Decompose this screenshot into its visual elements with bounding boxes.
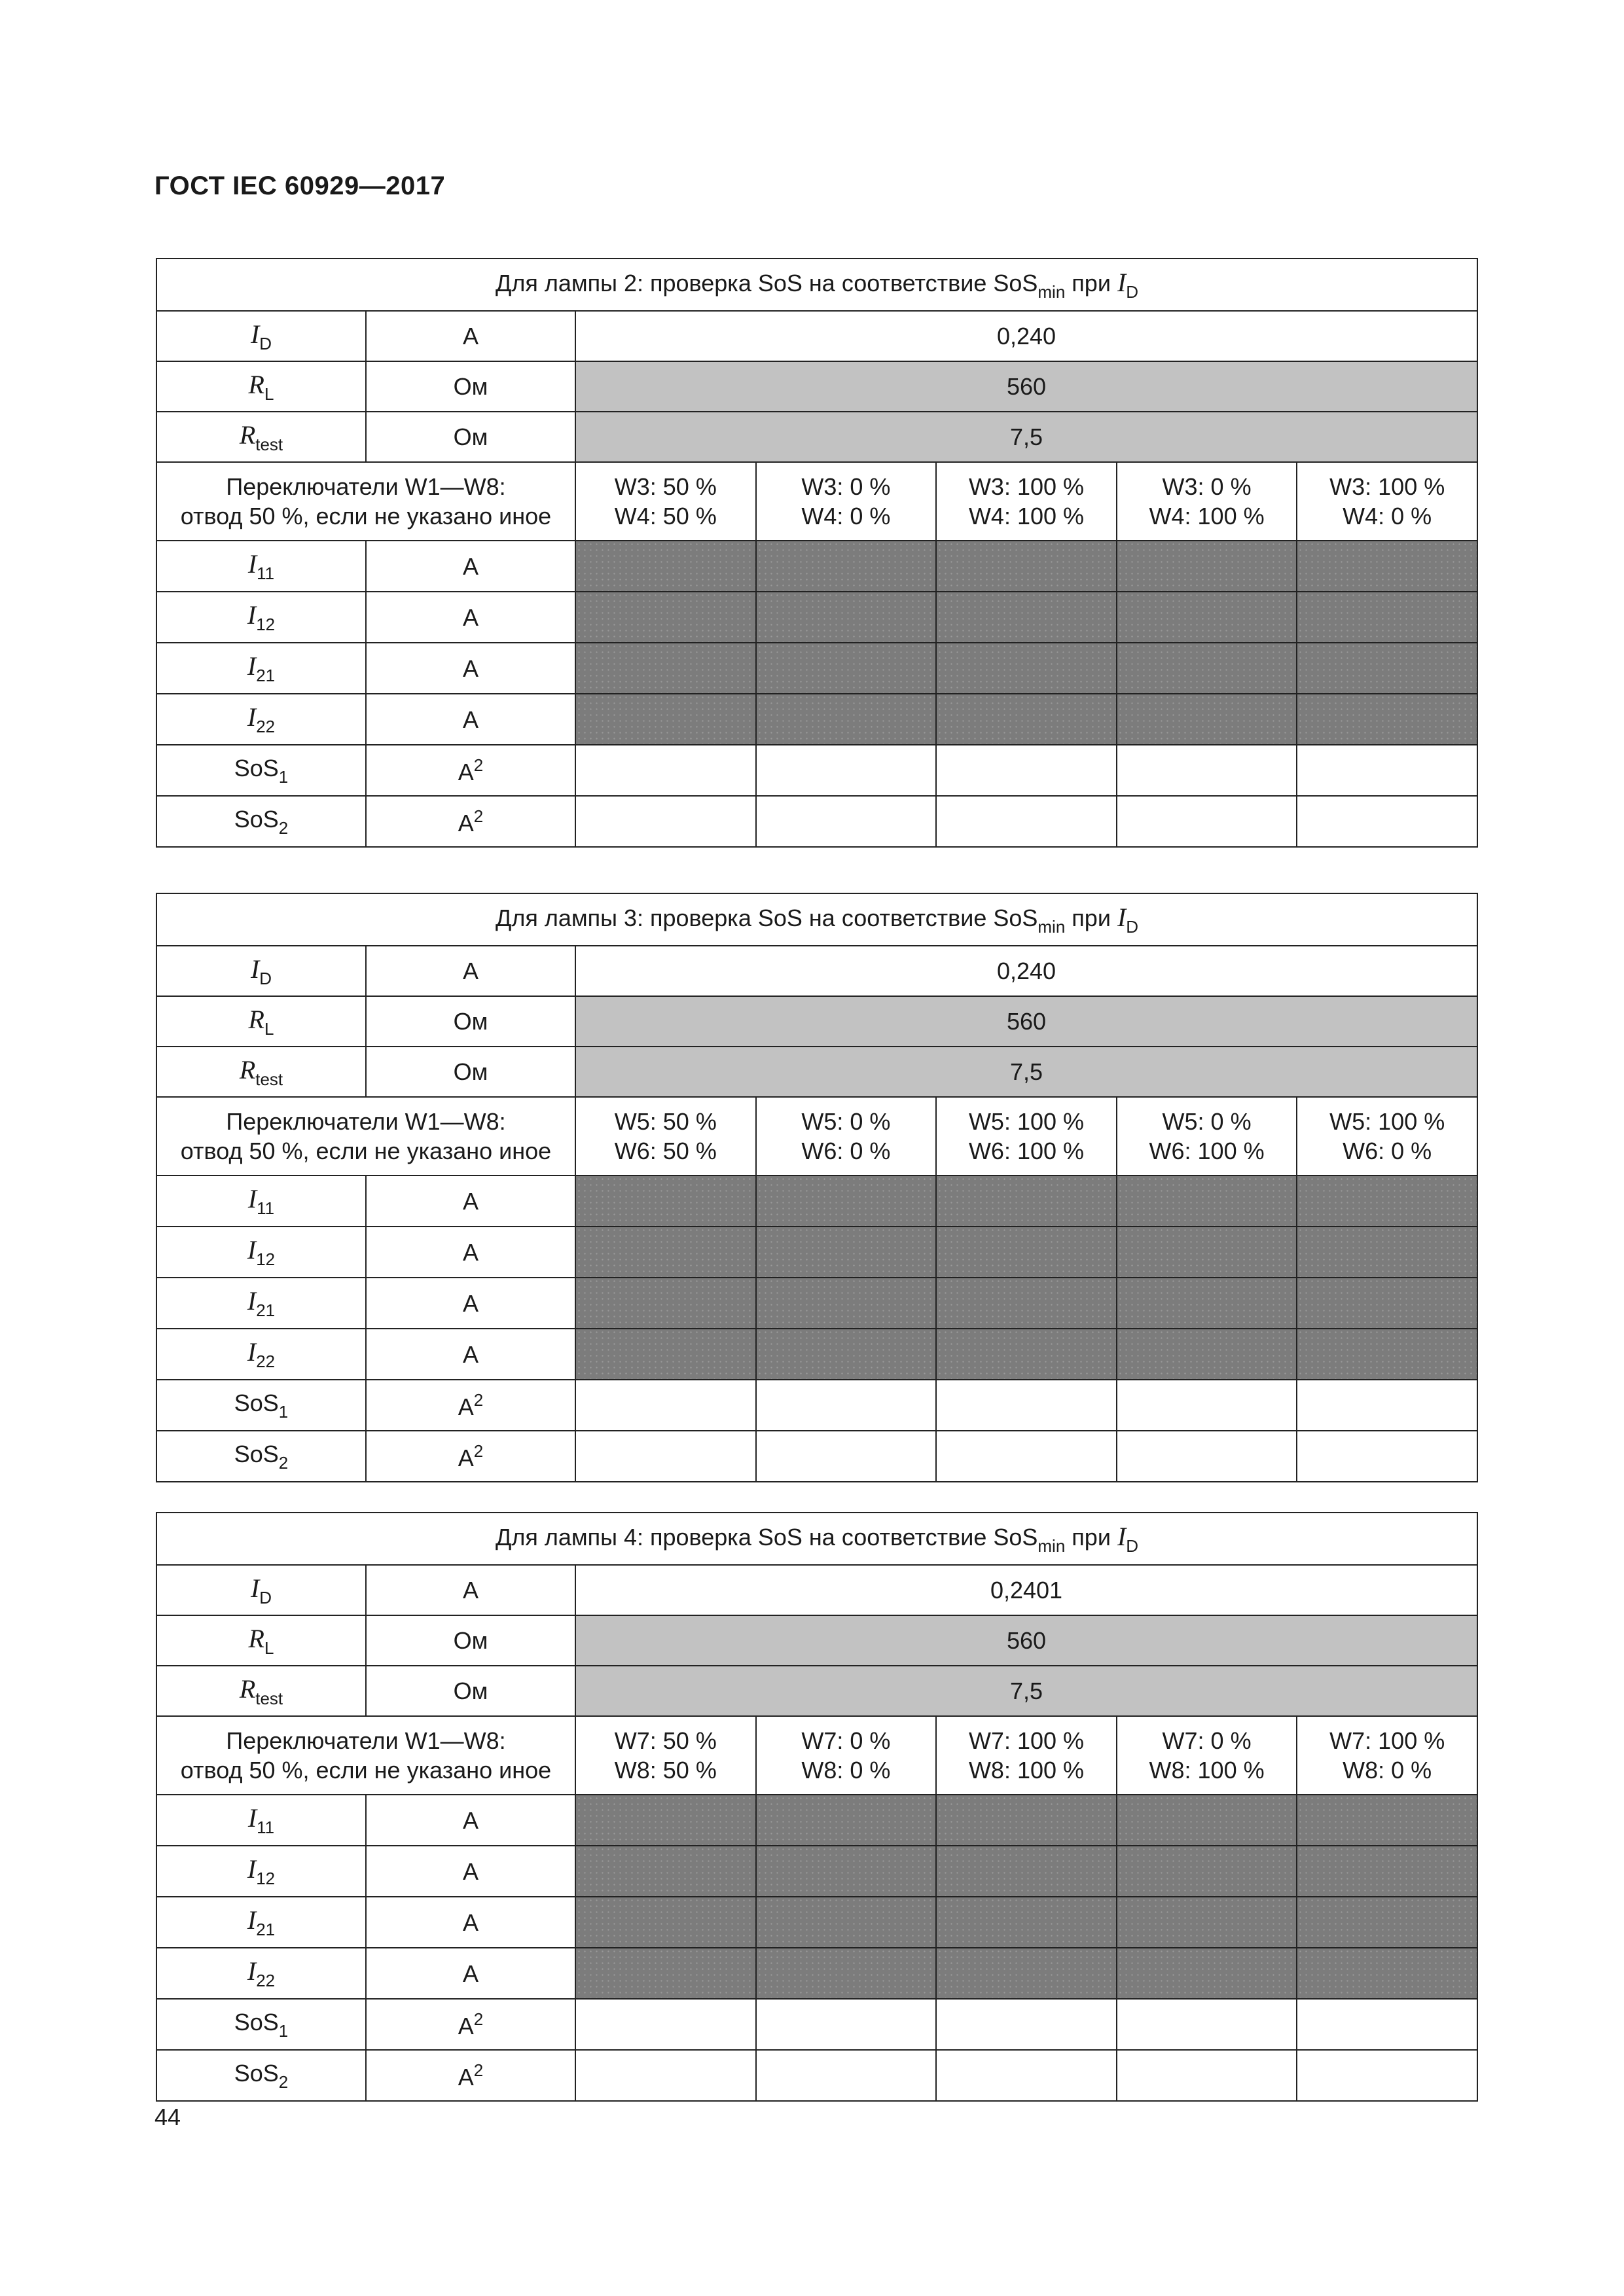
shaded-cell xyxy=(1297,1897,1477,1948)
unit-cell xyxy=(366,796,575,847)
table-row xyxy=(156,1175,1477,1227)
unit-cell: А xyxy=(366,1278,575,1329)
unit-ampere-squared: $А^2$ xyxy=(458,1390,484,1420)
symbol-sos1: SoS$_1$ xyxy=(234,754,289,787)
symbol-rl: $R_L$ xyxy=(248,1623,274,1658)
rtest-value: 7,5 xyxy=(575,1666,1477,1716)
switch-setting: W3: 0 % W4: 0 % xyxy=(756,462,937,541)
empty-cell[interactable] xyxy=(1117,1431,1297,1482)
unit-cell: Ом xyxy=(366,412,575,462)
shaded-cell xyxy=(1117,643,1297,694)
param-cell xyxy=(156,1846,366,1897)
table-title-row xyxy=(156,893,1477,946)
empty-cell[interactable] xyxy=(1117,1999,1297,2050)
symbol-i11: $I_{11}$ xyxy=(247,549,275,584)
switch-label: Переключатели W1—W8: отвод 50 %, если не указано иное xyxy=(156,1716,575,1795)
table-row xyxy=(156,694,1477,745)
unit-cell: А xyxy=(366,1227,575,1278)
table-row xyxy=(156,541,1477,592)
shaded-cell xyxy=(575,1329,756,1380)
table-row xyxy=(156,1999,1477,2050)
table-row xyxy=(156,592,1477,643)
empty-cell[interactable] xyxy=(575,1999,756,2050)
switch-setting: W5: 50 % W6: 50 % xyxy=(575,1097,756,1175)
switch-setting: W5: 100 % W6: 0 % xyxy=(1297,1097,1477,1175)
shaded-cell xyxy=(575,1795,756,1846)
unit-cell xyxy=(366,1380,575,1431)
shaded-cell xyxy=(936,592,1117,643)
document-header: ГОСТ IEC 60929—2017 xyxy=(154,171,446,200)
table-row xyxy=(156,361,1477,412)
param-cell xyxy=(156,1615,366,1666)
symbol-i12: $I_{12}$ xyxy=(247,1235,276,1270)
switch-setting: W3: 0 % W4: 100 % xyxy=(1117,462,1297,541)
unit-cell: А xyxy=(366,1897,575,1948)
table-row xyxy=(156,1380,1477,1431)
table-row xyxy=(156,946,1477,996)
empty-cell[interactable] xyxy=(936,1999,1117,2050)
table-row xyxy=(156,311,1477,361)
shaded-cell xyxy=(1297,1175,1477,1227)
empty-cell[interactable] xyxy=(1297,1431,1477,1482)
shaded-cell xyxy=(936,1278,1117,1329)
switch-row xyxy=(156,1097,1477,1175)
table-row xyxy=(156,1615,1477,1666)
empty-cell[interactable] xyxy=(575,796,756,847)
shaded-cell xyxy=(1297,592,1477,643)
unit-ampere-squared: $А^2$ xyxy=(458,755,484,785)
symbol-i21: $I_{21}$ xyxy=(247,1286,276,1321)
shaded-cell xyxy=(575,1227,756,1278)
table-title-row xyxy=(156,259,1477,311)
param-cell xyxy=(156,1431,366,1482)
empty-cell[interactable] xyxy=(1297,745,1477,796)
shaded-cell xyxy=(1117,1329,1297,1380)
empty-cell[interactable] xyxy=(575,1431,756,1482)
symbol-i22: $I_{22}$ xyxy=(247,702,276,737)
param-cell xyxy=(156,745,366,796)
empty-cell[interactable] xyxy=(1297,796,1477,847)
symbol-sos2: SoS$_2$ xyxy=(234,2059,289,2092)
shaded-cell xyxy=(756,1846,937,1897)
empty-cell[interactable] xyxy=(1297,2050,1477,2101)
switch-setting: W7: 50 % W8: 50 % xyxy=(575,1716,756,1795)
shaded-cell xyxy=(1117,1846,1297,1897)
table-title: Для лампы 2: проверка SoS на соответствие SoS$_{min}$ при $I_D$ xyxy=(156,259,1477,311)
shaded-cell xyxy=(1117,1227,1297,1278)
sos-check-table xyxy=(156,893,1478,1482)
switch-setting: W7: 100 % W8: 100 % xyxy=(936,1716,1117,1795)
param-cell xyxy=(156,796,366,847)
shaded-cell xyxy=(575,1897,756,1948)
param-cell xyxy=(156,1175,366,1227)
symbol-rtest: $R_{test}$ xyxy=(239,1054,283,1089)
empty-cell[interactable] xyxy=(575,1380,756,1431)
unit-cell: А xyxy=(366,1846,575,1897)
shaded-cell xyxy=(936,1175,1117,1227)
empty-cell[interactable] xyxy=(1297,1380,1477,1431)
shaded-cell xyxy=(756,1175,937,1227)
unit-cell: А xyxy=(366,541,575,592)
table-title: Для лампы 3: проверка SoS на соответствие SoS$_{min}$ при $I_D$ xyxy=(156,893,1477,946)
shaded-cell xyxy=(756,1227,937,1278)
symbol-i22: $I_{22}$ xyxy=(247,1337,276,1372)
shaded-cell xyxy=(756,1897,937,1948)
empty-cell[interactable] xyxy=(1117,1380,1297,1431)
unit-cell xyxy=(366,745,575,796)
unit-ampere-squared: $А^2$ xyxy=(458,806,484,836)
empty-cell[interactable] xyxy=(1117,2050,1297,2101)
shaded-cell xyxy=(1297,643,1477,694)
empty-cell[interactable] xyxy=(756,1380,937,1431)
empty-cell[interactable] xyxy=(756,745,937,796)
empty-cell[interactable] xyxy=(756,1431,937,1482)
shaded-cell xyxy=(1117,1175,1297,1227)
table-row xyxy=(156,2050,1477,2101)
empty-cell[interactable] xyxy=(936,745,1117,796)
symbol-i11: $I_{11}$ xyxy=(247,1803,275,1838)
shaded-cell xyxy=(575,1278,756,1329)
id-value: 0,240 xyxy=(575,946,1477,996)
switch-row xyxy=(156,1716,1477,1795)
unit-cell: А xyxy=(366,1948,575,1999)
shaded-cell xyxy=(756,1948,937,1999)
switch-label: Переключатели W1—W8: отвод 50 %, если не указано иное xyxy=(156,462,575,541)
unit-cell: Ом xyxy=(366,1666,575,1716)
shaded-cell xyxy=(756,643,937,694)
table-title: Для лампы 4: проверка SoS на соответствие SoS$_{min}$ при $I_D$ xyxy=(156,1513,1477,1565)
empty-cell[interactable] xyxy=(936,1431,1117,1482)
symbol-i12: $I_{12}$ xyxy=(247,600,276,635)
param-cell xyxy=(156,1948,366,1999)
table-row xyxy=(156,1565,1477,1615)
shaded-cell xyxy=(756,1795,937,1846)
shaded-cell xyxy=(575,1948,756,1999)
shaded-cell xyxy=(575,694,756,745)
shaded-cell xyxy=(575,1175,756,1227)
shaded-cell xyxy=(936,541,1117,592)
unit-cell: А xyxy=(366,1175,575,1227)
shaded-cell xyxy=(756,592,937,643)
param-cell xyxy=(156,1999,366,2050)
param-cell xyxy=(156,311,366,361)
rtest-value: 7,5 xyxy=(575,1047,1477,1097)
table-row xyxy=(156,1948,1477,1999)
unit-cell: А xyxy=(366,592,575,643)
unit-cell xyxy=(366,1999,575,2050)
table-row xyxy=(156,1278,1477,1329)
empty-cell[interactable] xyxy=(756,2050,937,2101)
shaded-cell xyxy=(1117,592,1297,643)
unit-cell: Ом xyxy=(366,996,575,1047)
shaded-cell xyxy=(936,694,1117,745)
sos-check-table xyxy=(156,258,1478,848)
switch-row xyxy=(156,462,1477,541)
table-row xyxy=(156,1897,1477,1948)
unit-cell: А xyxy=(366,694,575,745)
rl-value: 560 xyxy=(575,1615,1477,1666)
empty-cell[interactable] xyxy=(756,796,937,847)
table-title-row xyxy=(156,1513,1477,1565)
symbol-sos2: SoS$_2$ xyxy=(234,1440,289,1473)
empty-cell[interactable] xyxy=(575,745,756,796)
id-value: 0,2401 xyxy=(575,1565,1477,1615)
rl-value: 560 xyxy=(575,361,1477,412)
shaded-cell xyxy=(1297,694,1477,745)
rtest-value: 7,5 xyxy=(575,412,1477,462)
empty-cell[interactable] xyxy=(1117,745,1297,796)
symbol-sos2: SoS$_2$ xyxy=(234,805,289,838)
shaded-cell xyxy=(936,1795,1117,1846)
unit-cell: А xyxy=(366,1795,575,1846)
symbol-i11: $I_{11}$ xyxy=(247,1184,275,1219)
id-value: 0,240 xyxy=(575,311,1477,361)
symbol-sos1: SoS$_1$ xyxy=(234,2008,289,2041)
symbol-rl: $R_L$ xyxy=(248,1004,274,1039)
symbol-i22: $I_{22}$ xyxy=(247,1956,276,1991)
table-row xyxy=(156,1227,1477,1278)
empty-cell[interactable] xyxy=(575,2050,756,2101)
symbol-id: $I_D$ xyxy=(250,954,272,988)
shaded-cell xyxy=(1117,1795,1297,1846)
empty-cell[interactable] xyxy=(1117,796,1297,847)
table-row xyxy=(156,1795,1477,1846)
param-cell xyxy=(156,592,366,643)
table-row xyxy=(156,643,1477,694)
shaded-cell xyxy=(756,694,937,745)
unit-cell: Ом xyxy=(366,361,575,412)
unit-cell: А xyxy=(366,311,575,361)
page-number: 44 xyxy=(154,2104,181,2130)
shaded-cell xyxy=(936,1227,1117,1278)
param-cell xyxy=(156,1227,366,1278)
param-cell xyxy=(156,1897,366,1948)
table-row xyxy=(156,745,1477,796)
param-cell xyxy=(156,1565,366,1615)
param-cell xyxy=(156,1278,366,1329)
param-cell xyxy=(156,946,366,996)
unit-ampere-squared: $А^2$ xyxy=(458,2060,484,2090)
switch-setting: W7: 0 % W8: 100 % xyxy=(1117,1716,1297,1795)
empty-cell[interactable] xyxy=(936,2050,1117,2101)
symbol-id: $I_D$ xyxy=(250,319,272,353)
param-cell xyxy=(156,2050,366,2101)
table-row xyxy=(156,1666,1477,1716)
unit-ampere-squared: $А^2$ xyxy=(458,1441,484,1471)
param-cell xyxy=(156,1666,366,1716)
empty-cell[interactable] xyxy=(936,796,1117,847)
switch-setting: W5: 0 % W6: 100 % xyxy=(1117,1097,1297,1175)
unit-cell: Ом xyxy=(366,1615,575,1666)
shaded-cell xyxy=(575,541,756,592)
param-cell xyxy=(156,361,366,412)
shaded-cell xyxy=(1297,1329,1477,1380)
empty-cell[interactable] xyxy=(756,1999,937,2050)
param-cell xyxy=(156,1329,366,1380)
param-cell xyxy=(156,996,366,1047)
symbol-sos1: SoS$_1$ xyxy=(234,1389,289,1422)
shaded-cell xyxy=(1117,1948,1297,1999)
table-row xyxy=(156,1846,1477,1897)
unit-cell: А xyxy=(366,946,575,996)
switch-setting: W3: 50 % W4: 50 % xyxy=(575,462,756,541)
symbol-i21: $I_{21}$ xyxy=(247,1905,276,1940)
symbol-rl: $R_L$ xyxy=(248,369,274,404)
shaded-cell xyxy=(756,1329,937,1380)
switch-setting: W5: 0 % W6: 0 % xyxy=(756,1097,937,1175)
rl-value: 560 xyxy=(575,996,1477,1047)
shaded-cell xyxy=(1297,1278,1477,1329)
shaded-cell xyxy=(936,1897,1117,1948)
shaded-cell xyxy=(1117,1278,1297,1329)
empty-cell[interactable] xyxy=(1297,1999,1477,2050)
shaded-cell xyxy=(936,1846,1117,1897)
shaded-cell xyxy=(1117,541,1297,592)
param-cell xyxy=(156,1795,366,1846)
unit-cell xyxy=(366,1431,575,1482)
table-row xyxy=(156,996,1477,1047)
param-cell xyxy=(156,412,366,462)
table-row xyxy=(156,412,1477,462)
table-row xyxy=(156,796,1477,847)
symbol-rtest: $R_{test}$ xyxy=(239,420,283,454)
table-row xyxy=(156,1431,1477,1482)
switch-setting: W3: 100 % W4: 0 % xyxy=(1297,462,1477,541)
unit-cell xyxy=(366,2050,575,2101)
symbol-i21: $I_{21}$ xyxy=(247,651,276,686)
shaded-cell xyxy=(1297,541,1477,592)
unit-cell: А xyxy=(366,1565,575,1615)
symbol-rtest: $R_{test}$ xyxy=(239,1674,283,1708)
shaded-cell xyxy=(575,592,756,643)
shaded-cell xyxy=(1297,1227,1477,1278)
unit-cell: А xyxy=(366,643,575,694)
shaded-cell xyxy=(575,643,756,694)
param-cell xyxy=(156,1047,366,1097)
shaded-cell xyxy=(936,1329,1117,1380)
param-cell xyxy=(156,694,366,745)
param-cell xyxy=(156,643,366,694)
symbol-i12: $I_{12}$ xyxy=(247,1854,276,1889)
shaded-cell xyxy=(1117,1897,1297,1948)
switch-label: Переключатели W1—W8: отвод 50 %, если не указано иное xyxy=(156,1097,575,1175)
shaded-cell xyxy=(756,541,937,592)
shaded-cell xyxy=(1117,694,1297,745)
shaded-cell xyxy=(1297,1795,1477,1846)
shaded-cell xyxy=(1297,1948,1477,1999)
shaded-cell xyxy=(756,1278,937,1329)
param-cell xyxy=(156,541,366,592)
unit-ampere-squared: $А^2$ xyxy=(458,2009,484,2039)
shaded-cell xyxy=(936,643,1117,694)
shaded-cell xyxy=(575,1846,756,1897)
sos-check-table xyxy=(156,1512,1478,2102)
unit-cell: А xyxy=(366,1329,575,1380)
shaded-cell xyxy=(936,1948,1117,1999)
param-cell xyxy=(156,1380,366,1431)
switch-setting: W7: 100 % W8: 0 % xyxy=(1297,1716,1477,1795)
switch-setting: W7: 0 % W8: 0 % xyxy=(756,1716,937,1795)
table-row xyxy=(156,1047,1477,1097)
switch-setting: W5: 100 % W6: 100 % xyxy=(936,1097,1117,1175)
empty-cell[interactable] xyxy=(936,1380,1117,1431)
symbol-id: $I_D$ xyxy=(250,1573,272,1607)
switch-setting: W3: 100 % W4: 100 % xyxy=(936,462,1117,541)
table-row xyxy=(156,1329,1477,1380)
shaded-cell xyxy=(1297,1846,1477,1897)
unit-cell: Ом xyxy=(366,1047,575,1097)
